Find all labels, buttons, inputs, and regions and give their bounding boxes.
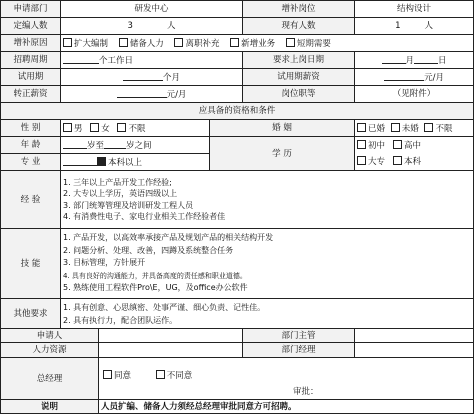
quota-label: 定编人数 xyxy=(1,18,61,35)
education-options xyxy=(355,137,474,171)
experience-label: 经 验 xyxy=(1,171,61,229)
month-unit: 月 xyxy=(405,56,415,66)
gm-signature-label: 审批： xyxy=(293,387,319,397)
reason-label: 增补原因 xyxy=(1,35,61,52)
gender-option-female[interactable]: 女 xyxy=(90,124,110,134)
applicant-label: 申请人 xyxy=(1,329,99,343)
quota-cell[interactable] xyxy=(61,18,243,35)
rank-label: 岗位职等 xyxy=(243,86,355,103)
skill-item: 2. 问题分析、处理、改善，四蹲及系统整合任务 xyxy=(63,245,234,255)
rank-value: （见附件） xyxy=(355,86,474,103)
dept-manager-label: 部门经理 xyxy=(243,343,355,358)
gender-option-any[interactable]: 不限 xyxy=(117,124,145,134)
position-label: 增补岗位 xyxy=(243,1,355,18)
skill-item: 5. 熟练使用工程软件Pro\E，UG，及office办公软件 xyxy=(63,283,248,293)
reason-option-new-business[interactable]: 新增业务 xyxy=(230,39,275,49)
period-label: 招聘周期 xyxy=(1,52,61,69)
regular-salary-field[interactable] xyxy=(61,86,243,103)
reason-option-replace[interactable]: 离职补充 xyxy=(174,39,219,49)
dept-manager-signature-field[interactable] xyxy=(355,343,474,358)
gender-option-male[interactable]: 男 xyxy=(63,124,83,134)
marriage-option-any[interactable]: 不限 xyxy=(424,124,452,134)
checkbox-icon xyxy=(117,123,126,132)
checkbox-icon xyxy=(391,123,400,132)
regular-salary-unit: 元/月 xyxy=(166,90,187,100)
checkbox-icon xyxy=(230,38,239,47)
current-count-label: 现有人数 xyxy=(243,18,355,35)
checkbox-icon xyxy=(286,38,295,47)
position-value[interactable]: 结构设计 xyxy=(355,1,474,18)
major-field[interactable] xyxy=(61,154,210,171)
other-requirement-item: 1. 具有创意、心思缜密、处事严谨、细心负责、记性佳。 xyxy=(63,302,266,312)
skill-item: 3. 目标管理，方针展开 xyxy=(63,258,146,268)
education-option-college[interactable]: 大专 xyxy=(357,157,385,167)
start-date-field[interactable] xyxy=(355,52,474,69)
education-option-junior-high[interactable]: 初中 xyxy=(357,141,385,151)
other-requirements-list xyxy=(61,299,474,329)
major-label: 专 业 xyxy=(1,154,61,171)
hr-signature-field[interactable] xyxy=(99,343,243,358)
skills-list xyxy=(61,229,474,299)
checkbox-icon xyxy=(156,370,165,379)
skill-item: 4. 具有良好的沟通能力，并具备高度的责任感和职业道德。 xyxy=(63,271,247,280)
education-option-bachelor[interactable]: 本科 xyxy=(393,157,421,167)
experience-list xyxy=(61,171,474,229)
major-checked-label: 本科以上 xyxy=(108,158,143,168)
gender-label: 性 别 xyxy=(1,120,61,137)
reason-option-reserve[interactable]: 储备人力 xyxy=(119,39,164,49)
reason-options xyxy=(61,35,474,52)
age-label: 年 龄 xyxy=(1,137,61,154)
current-count-cell[interactable] xyxy=(355,18,474,35)
experience-item: 3. 部门统筹管理及培训研发工程人员 xyxy=(63,200,194,210)
dept-value[interactable]: 研发中心 xyxy=(61,1,243,18)
other-requirement-item: 2. 具有执行力，配合团队运作。 xyxy=(63,315,178,325)
period-field[interactable] xyxy=(61,52,243,69)
probation-label: 试用期 xyxy=(1,69,61,86)
note-label: 说明 xyxy=(1,400,99,414)
checkbox-icon xyxy=(103,370,112,379)
education-label: 学 历 xyxy=(210,137,355,171)
period-unit: 个工作日 xyxy=(99,56,134,66)
checked-box-icon xyxy=(97,157,106,166)
probation-field[interactable] xyxy=(61,69,243,86)
checkbox-icon xyxy=(393,156,402,165)
gm-option-agree[interactable]: 同意 xyxy=(103,371,131,381)
gm-label: 总经理 xyxy=(1,358,99,400)
experience-item: 1. 三年以上产品开发工作经验; xyxy=(63,177,172,187)
age-from-label: 岁至 xyxy=(87,141,105,151)
current-count-unit: 人 xyxy=(424,21,433,31)
note-text: 人员扩编、储备人力须经总经理审批同意方可招聘。 xyxy=(99,400,474,414)
checkbox-icon xyxy=(357,140,366,149)
checkbox-icon xyxy=(119,38,128,47)
checkbox-icon xyxy=(424,123,433,132)
section-title: 应具备的资格和条件 xyxy=(1,103,474,120)
education-option-high-school[interactable]: 高中 xyxy=(393,141,421,151)
probation-salary-unit: 元/月 xyxy=(424,73,444,83)
gm-approval-field xyxy=(99,358,474,400)
probation-unit: 个月 xyxy=(163,73,181,83)
marriage-label: 婚 姻 xyxy=(210,120,355,137)
experience-item: 4. 有消费性电子、家电行业相关工作经验者佳 xyxy=(63,212,226,221)
probation-salary-field[interactable] xyxy=(355,69,474,86)
quota-value: 3 xyxy=(127,21,133,31)
checkbox-icon xyxy=(63,38,72,47)
probation-salary-label: 试用期薪资 xyxy=(243,69,355,86)
dept-head-signature-field[interactable] xyxy=(355,329,474,343)
hr-label: 人力资源 xyxy=(1,343,99,358)
marriage-option-married[interactable]: 已婚 xyxy=(357,124,385,134)
checkbox-icon xyxy=(357,156,366,165)
applicant-signature-field[interactable] xyxy=(99,329,243,343)
checkbox-icon xyxy=(90,123,99,132)
experience-item: 2. 大专以上学历，英语四级以上 xyxy=(63,189,178,198)
dept-head-label: 部门主管 xyxy=(243,329,355,343)
checkbox-icon xyxy=(174,38,183,47)
dept-label: 申请部门 xyxy=(1,1,61,18)
other-requirements-label: 其他要求 xyxy=(1,299,61,329)
age-to-label: 岁之间 xyxy=(126,141,152,151)
day-unit: 日 xyxy=(438,56,447,66)
gender-options xyxy=(61,120,210,137)
age-field[interactable] xyxy=(61,137,210,154)
checkbox-icon xyxy=(63,123,72,132)
marriage-options xyxy=(355,120,474,137)
marriage-option-single[interactable]: 未婚 xyxy=(391,124,419,134)
quota-unit: 人 xyxy=(166,21,176,31)
skill-item: 1. 产品开发，以高效率承接产品及规划产品的相关结构开发 xyxy=(63,233,274,243)
start-date-label: 要求上岗日期 xyxy=(243,52,355,69)
skills-label: 技 能 xyxy=(1,229,61,299)
reason-option-short-term[interactable]: 短期需要 xyxy=(286,39,331,49)
current-count-value: 1 xyxy=(395,21,401,31)
checkbox-icon xyxy=(393,140,402,149)
checkbox-icon xyxy=(357,123,366,132)
regular-salary-label: 转正薪资 xyxy=(1,86,61,103)
gm-option-disagree[interactable]: 不同意 xyxy=(156,371,193,381)
reason-option-expand[interactable]: 扩大编制 xyxy=(63,39,108,49)
